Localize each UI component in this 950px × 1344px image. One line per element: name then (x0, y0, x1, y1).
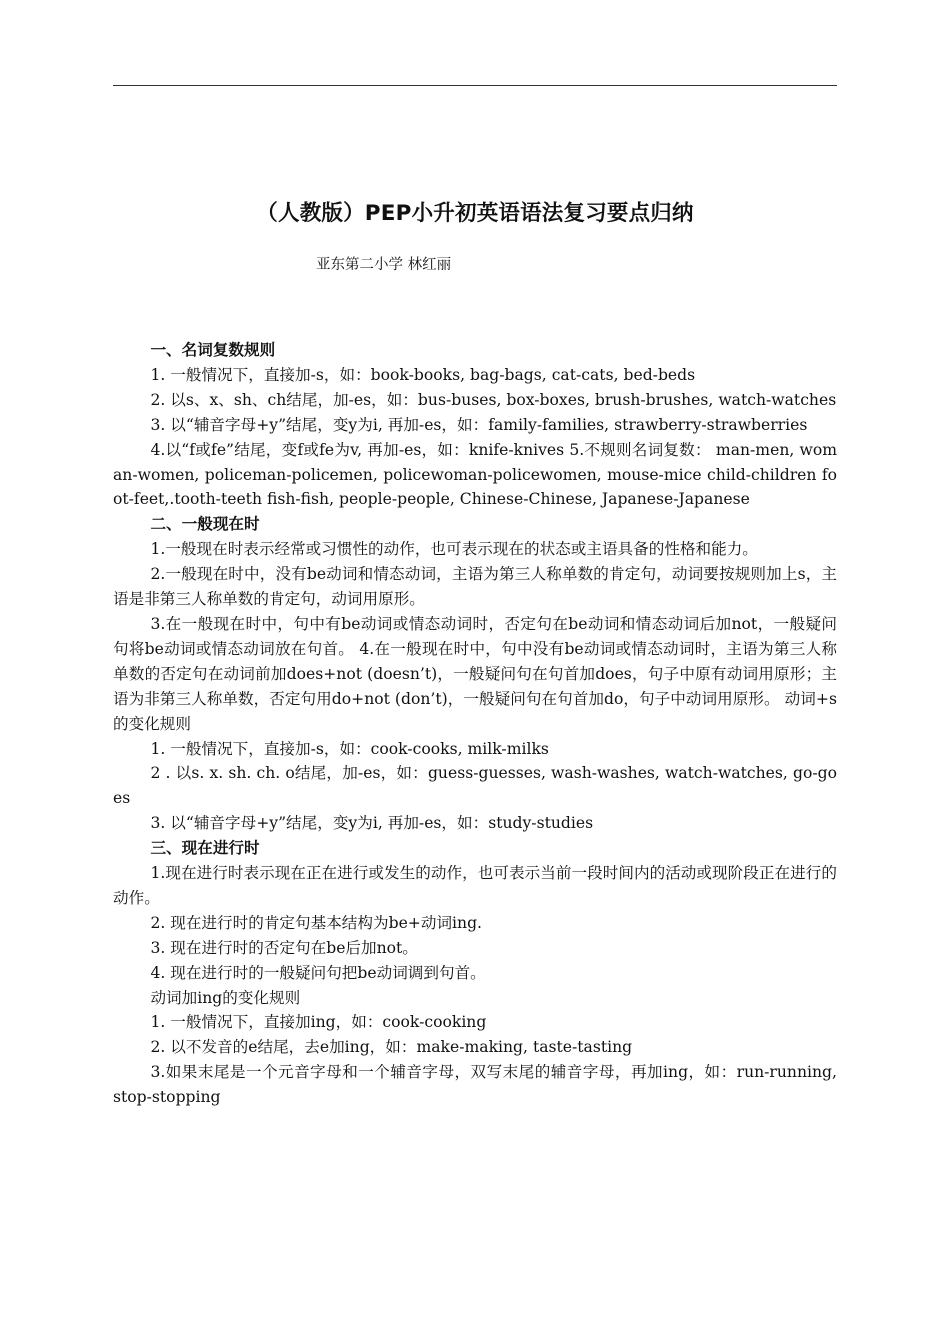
paragraph: 动词加ing的变化规则 (150, 988, 301, 1007)
paragraph: 1. 一般情况下，直接加-s，如：cook-cooks, milk-milks (150, 739, 549, 758)
section-heading-present-continuous: 三、现在进行时 (150, 839, 260, 858)
paragraph: 1. 一般情况下，直接加-s，如：book-books, bag-bags, cat-cats, bed-beds (150, 365, 696, 384)
paragraph: 3. 以“辅音字母+y”结尾，变y为i, 再加-es，如：family-families, strawberry-strawberries (150, 415, 808, 434)
paragraph: 3.如果末尾是一个元音字母和一个辅音字母，双写末尾的辅音字母，再加ing，如：run-running, stop-stopping (113, 1063, 837, 1107)
section-heading-nouns: 一、名词复数规则 (150, 341, 276, 359)
paragraph: 2. 以不发音的e结尾，去e加ing，如：make-making, taste-tasting (150, 1038, 633, 1057)
paragraph: 1.现在进行时表示现在正在进行或发生的动作，也可表示当前一段时间内的活动或现阶段正在进行的动作。 (113, 864, 837, 907)
header-rule (113, 85, 837, 86)
paragraph: 4.以“f或fe”结尾，变f或fe为v, 再加-es，如：knife-knives 5.不规则名词复数： man-men, woman-women, policeman-policemen, policewoman-policewomen, mouse-mice child-children foot-feet,.tooth-teeth fish-fish, people-people, Chinese-Chinese, Japanese-Japanese (113, 440, 837, 509)
document-title: （人教版）PEP小升初英语语法复习要点归纳 (256, 201, 694, 226)
paragraph: 4. 现在进行时的一般疑问句把be动词调到句首。 (150, 963, 486, 982)
paragraph: 2. 现在进行时的肯定句基本结构为be+动词ing. (150, 913, 483, 932)
paragraph: 1.一般现在时表示经常或习惯性的动作，也可表示现在的状态或主语具备的性格和能力。 (150, 540, 758, 559)
document-body (113, 338, 837, 1110)
paragraph: 2 . 以s. x. sh. ch. o结尾，加-es，如：guess-guesses, wash-washes, watch-watches, go-goes (113, 764, 837, 808)
paragraph: 3. 现在进行时的否定句在be后加not。 (150, 938, 418, 957)
paragraph: 2. 以s、x、sh、ch结尾，加-es，如：bus-buses, box-boxes, brush-brushes, watch-watches (150, 390, 837, 409)
paragraph: 2.一般现在时中，没有be动词和情态动词，主语为第三人称单数的肯定句，动词要按规则加上s，主语是非第三人称单数的肯定句，动词用原形。 (113, 565, 837, 609)
document-author: 亚东第二小学 林红丽 (316, 257, 452, 273)
section-heading-simple-present: 二、一般现在时 (150, 515, 260, 534)
paragraph: 3. 以“辅音字母+y”结尾，变y为i, 再加-es，如：study-studies (150, 814, 594, 833)
paragraph: 1. 一般情况下，直接加ing，如：cook-cooking (150, 1013, 487, 1032)
paragraph: 3.在一般现在时中，句中有be动词或情态动词时，否定句在be动词和情态动词后加not，一般疑问句将be动词或情态动词放在句首。 4.在一般现在时中，句中没有be动词或情态动词时，主语为第三人称单数的否定句在动词前加does+not (doesn’t)，一般疑问句在句首加does，句子中原有动词用原形；主语为非第三人称单数，否定句用do+not (don’t)，一般疑问句在句首加do，句子中动词用原形。 动词+s的变化规则 (113, 614, 837, 733)
